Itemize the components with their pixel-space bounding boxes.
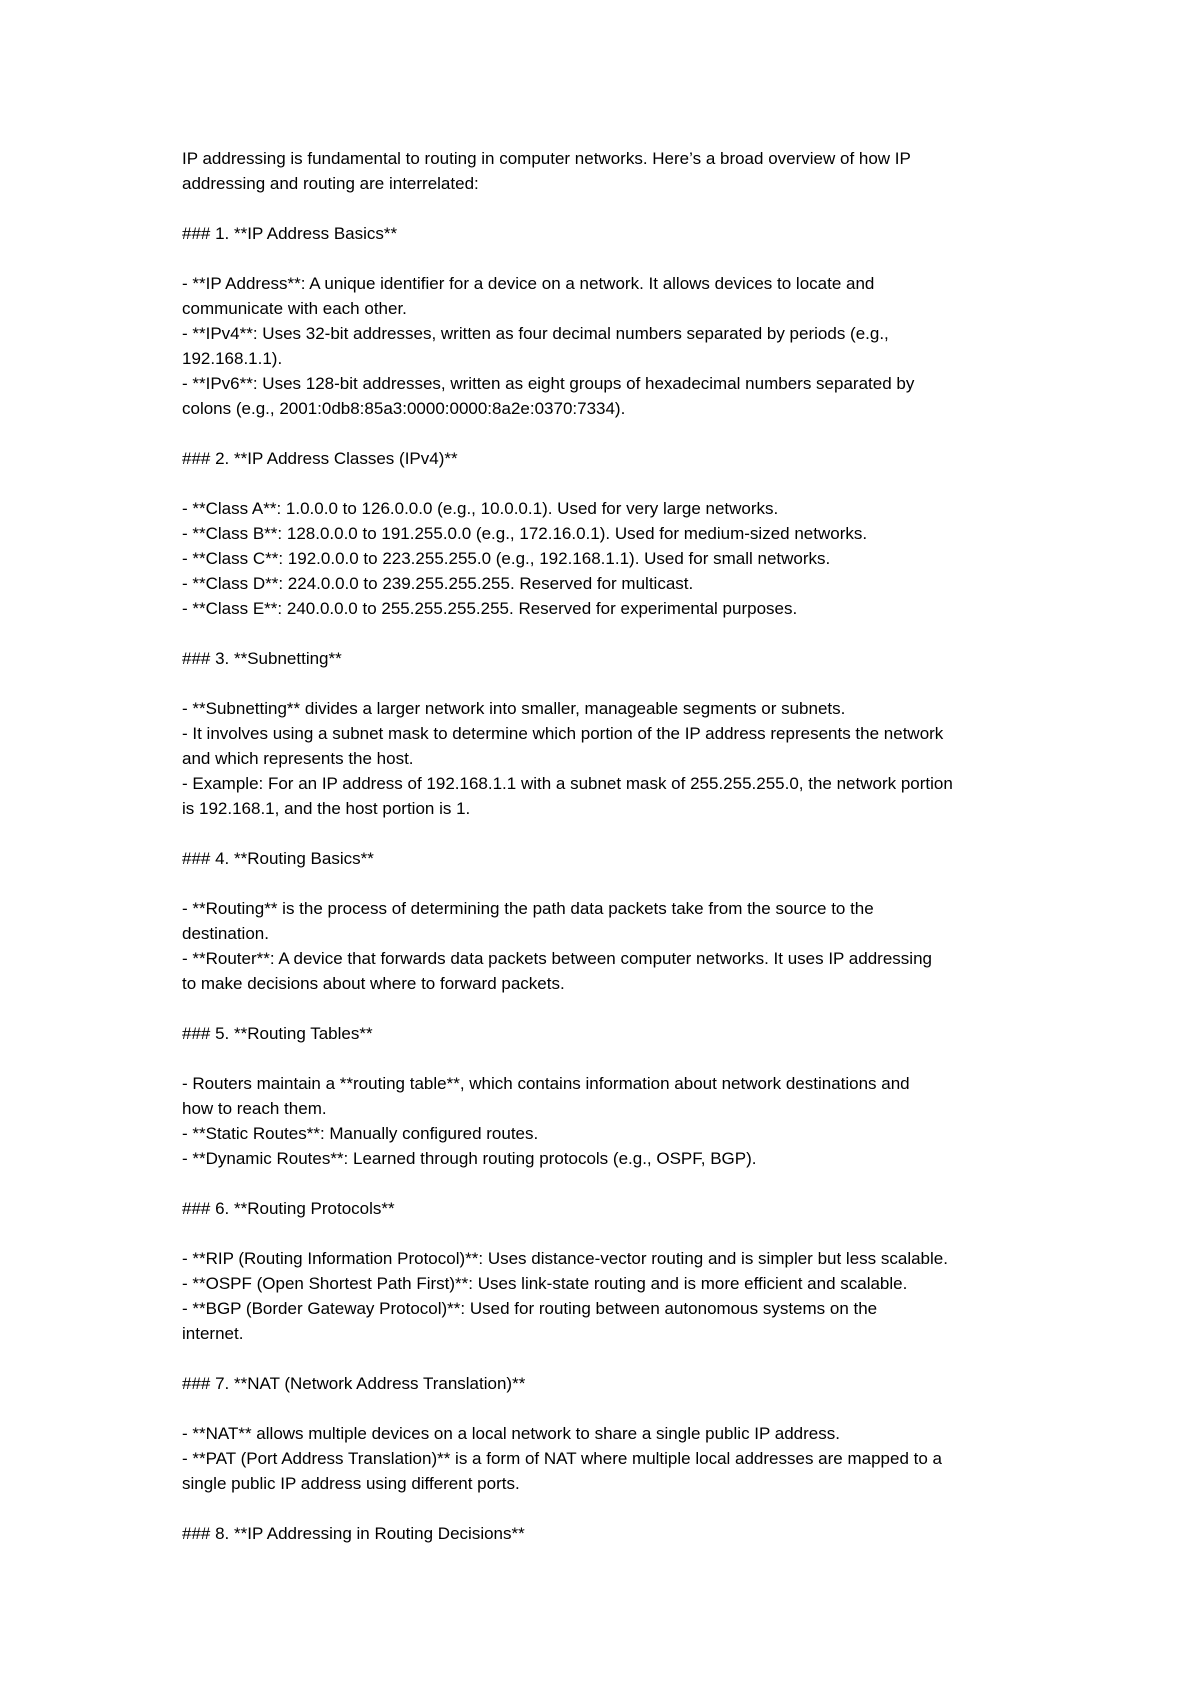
text-line: - **Routing** is the process of determining the path data packets take from the source to the bbox=[182, 899, 874, 918]
text-line: - **Subnetting** divides a larger network into smaller, manageable segments or subnets. bbox=[182, 699, 846, 718]
blank-line bbox=[182, 821, 1042, 846]
blank-line bbox=[182, 1496, 1042, 1521]
text-line: how to reach them. bbox=[182, 1099, 327, 1118]
blank-line bbox=[182, 1346, 1042, 1371]
text-line: internet. bbox=[182, 1324, 244, 1343]
text-line: - **OSPF (Open Shortest Path First)**: Uses link-state routing and is more efficient and scalable. bbox=[182, 1274, 908, 1293]
section-heading: ### 1. **IP Address Basics** bbox=[182, 224, 398, 243]
text-line: single public IP address using different ports. bbox=[182, 1474, 520, 1493]
text-line: - **Class E**: 240.0.0.0 to 255.255.255.255. Reserved for experimental purposes. bbox=[182, 599, 798, 618]
text-line: - Routers maintain a **routing table**, which contains information about network destinations and bbox=[182, 1074, 910, 1093]
text-line: addressing and routing are interrelated: bbox=[182, 174, 479, 193]
blank-line bbox=[182, 1171, 1042, 1196]
section-heading: ### 6. **Routing Protocols** bbox=[182, 1199, 395, 1218]
text-line: - Example: For an IP address of 192.168.1.1 with a subnet mask of 255.255.255.0, the network portion bbox=[182, 774, 953, 793]
text-line: - It involves using a subnet mask to determine which portion of the IP address represents the network bbox=[182, 724, 944, 743]
text-line: - **Dynamic Routes**: Learned through routing protocols (e.g., OSPF, BGP). bbox=[182, 1149, 757, 1168]
text-line: to make decisions about where to forward packets. bbox=[182, 974, 565, 993]
text-line: - **Class A**: 1.0.0.0 to 126.0.0.0 (e.g., 10.0.0.1). Used for very large networks. bbox=[182, 499, 779, 518]
blank-line bbox=[182, 246, 1042, 271]
section-heading: ### 5. **Routing Tables** bbox=[182, 1024, 373, 1043]
blank-line bbox=[182, 421, 1042, 446]
blank-line bbox=[182, 196, 1042, 221]
text-line: - **IP Address**: A unique identifier for a device on a network. It allows devices to locate and bbox=[182, 274, 875, 293]
blank-line bbox=[182, 671, 1042, 696]
text-line: - **RIP (Routing Information Protocol)**: Uses distance-vector routing and is simpler but less scalable. bbox=[182, 1249, 948, 1268]
blank-line bbox=[182, 621, 1042, 646]
text-line: 192.168.1.1). bbox=[182, 349, 283, 368]
blank-line bbox=[182, 871, 1042, 896]
text-line: - **PAT (Port Address Translation)** is a form of NAT where multiple local addresses are mapped to a bbox=[182, 1449, 942, 1468]
section-heading: ### 3. **Subnetting** bbox=[182, 649, 342, 668]
text-line: - **Class C**: 192.0.0.0 to 223.255.255.0 (e.g., 192.168.1.1). Used for small networks. bbox=[182, 549, 831, 568]
text-line: IP addressing is fundamental to routing in computer networks. Here’s a broad overview of how IP bbox=[182, 149, 911, 168]
blank-line bbox=[182, 1221, 1042, 1246]
text-line: - **IPv6**: Uses 128-bit addresses, written as eight groups of hexadecimal numbers separated by bbox=[182, 374, 915, 393]
section-heading: ### 2. **IP Address Classes (IPv4)** bbox=[182, 449, 458, 468]
text-line: - **Static Routes**: Manually configured routes. bbox=[182, 1124, 539, 1143]
text-line: colons (e.g., 2001:0db8:85a3:0000:0000:8a2e:0370:7334). bbox=[182, 399, 626, 418]
blank-line bbox=[182, 996, 1042, 1021]
text-line: - **BGP (Border Gateway Protocol)**: Used for routing between autonomous systems on the bbox=[182, 1299, 878, 1318]
text-line: - **Router**: A device that forwards data packets between computer networks. It uses IP addressing bbox=[182, 949, 932, 968]
section-heading: ### 7. **NAT (Network Address Translation)** bbox=[182, 1374, 526, 1393]
section-heading: ### 4. **Routing Basics** bbox=[182, 849, 374, 868]
text-line: is 192.168.1, and the host portion is 1. bbox=[182, 799, 471, 818]
text-line: - **Class B**: 128.0.0.0 to 191.255.0.0 (e.g., 172.16.0.1). Used for medium-sized networks. bbox=[182, 524, 868, 543]
text-line: - **NAT** allows multiple devices on a local network to share a single public IP address. bbox=[182, 1424, 840, 1443]
text-line: destination. bbox=[182, 924, 269, 943]
text-line: - **Class D**: 224.0.0.0 to 239.255.255.255. Reserved for multicast. bbox=[182, 574, 694, 593]
text-line: and which represents the host. bbox=[182, 749, 414, 768]
blank-line bbox=[182, 471, 1042, 496]
blank-line bbox=[182, 1046, 1042, 1071]
section-heading: ### 8. **IP Addressing in Routing Decisions** bbox=[182, 1524, 525, 1543]
text-line: - **IPv4**: Uses 32-bit addresses, written as four decimal numbers separated by periods (e.g., bbox=[182, 324, 889, 343]
blank-line bbox=[182, 1396, 1042, 1421]
document-body bbox=[182, 146, 1042, 1546]
text-line: communicate with each other. bbox=[182, 299, 407, 318]
